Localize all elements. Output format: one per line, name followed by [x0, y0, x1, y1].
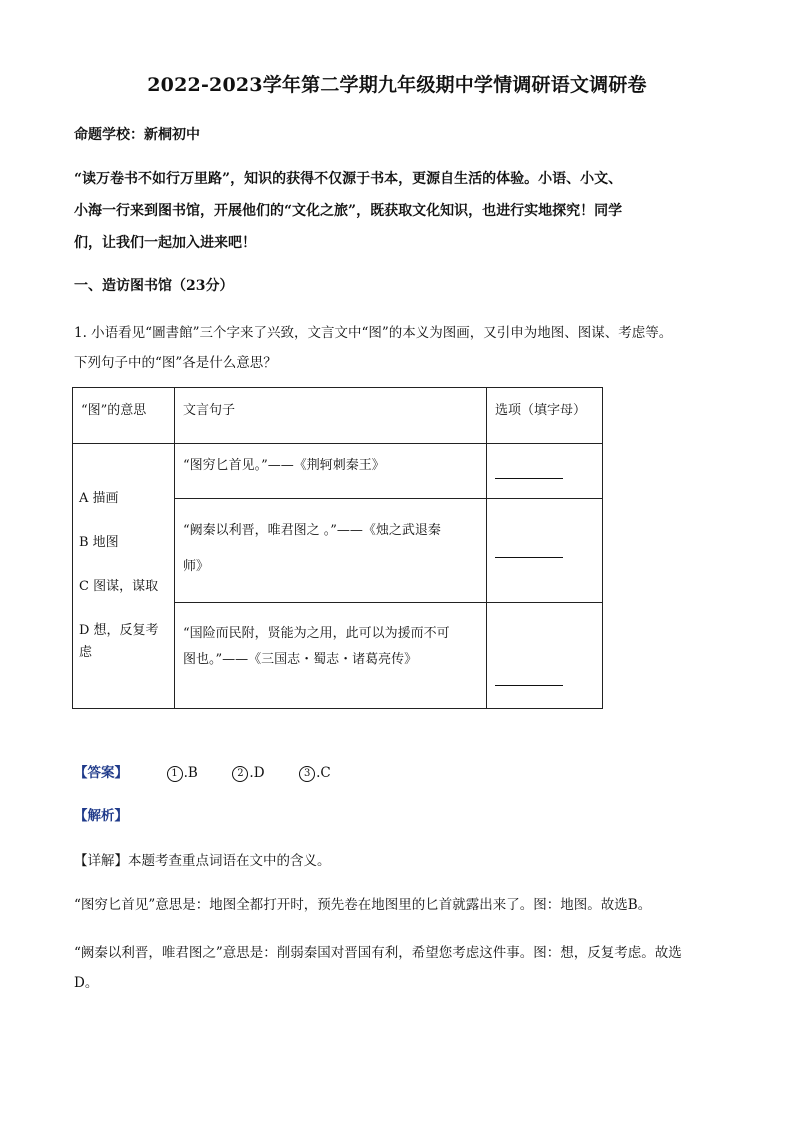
option-c: C 图谋，谋取: [79, 579, 159, 594]
answer-item: 1 .B: [167, 765, 198, 782]
sentence-cell: “图穷匕首见。”——《荆轲刺秦王》: [175, 444, 487, 499]
answer-blank-2[interactable]: [495, 556, 563, 558]
answer-blank-1[interactable]: [495, 477, 563, 479]
sentence-cell: “阙秦以利晋，唯君图之 。”——《烛之武退秦 师》: [175, 499, 487, 603]
analysis-label: 【解析】: [74, 808, 128, 824]
circled-number: 3: [299, 766, 315, 782]
detail-text: 【详解】本题考查重点词语在文中的含义。: [74, 853, 331, 869]
intro-paragraph: [74, 163, 622, 259]
school-label: 命题学校：新桐初中: [74, 127, 200, 143]
option-a: A 描画: [79, 491, 119, 506]
answer-blank-3[interactable]: [495, 684, 563, 686]
question-line: 下列句子中的“图”各是什么意思？: [74, 355, 277, 371]
answer-blank-cell[interactable]: [487, 444, 603, 499]
options-cell: [73, 444, 175, 709]
intro-line: 小海一行来到图书馆，开展他们的“文化之旅”，既获取文化知识，也进行实地探究！同学: [74, 203, 623, 219]
option-d: D 想，反复考: [79, 623, 159, 638]
intro-line: 们，让我们一起加入进来吧！: [74, 235, 256, 251]
table-header-cell: 文言句子: [175, 388, 487, 444]
table-header-cell: 选项（填字母）: [487, 388, 603, 444]
table-header-cell: “图”的意思: [73, 388, 175, 444]
options-list: [73, 488, 174, 664]
answer-label: 【答案】: [74, 765, 128, 781]
question-1: [74, 318, 672, 378]
sentence-cell: “国险而民附，贤能为之用，此可以为援而不可 图也。”——《三国志・蜀志・诸葛亮传》: [175, 603, 487, 709]
section-heading: 一、造访图书馆（23分）: [74, 278, 234, 294]
question-table: [72, 387, 603, 709]
explanation-1: “图穷匕首见”意思是：地图全都打开时，预先卷在地图里的匕首就露出来了。图：地图。故选B。: [74, 897, 652, 913]
answer-blank-cell[interactable]: [487, 499, 603, 603]
explanation-2: “阙秦以利晋，唯君图之”意思是：削弱秦国对晋国有利，希望您考虑这件事。图：想，反复考虑。故选 D。: [74, 945, 682, 991]
answer-item: 2 .D: [232, 765, 264, 782]
answer-blank-cell[interactable]: [487, 603, 603, 709]
answer-item: 3 .C: [299, 765, 331, 782]
answer-row: [74, 761, 331, 782]
circled-number: 1: [167, 766, 183, 782]
intro-line: “读万卷书不如行万里路”，知识的获得不仅源于书本，更源自生活的体验。小语、小文、: [74, 171, 623, 187]
page-title: 2022-2023学年第二学期九年级期中学情调研语文调研卷: [147, 74, 647, 96]
option-b: B 地图: [79, 535, 119, 550]
question-line: 1. 小语看见“圖書館”三个字来了兴致，文言文中“图”的本义为图画，又引申为地图、图谋、考虑等。: [74, 325, 673, 341]
option-d-cont: 虑: [79, 645, 93, 660]
circled-number: 2: [232, 766, 248, 782]
